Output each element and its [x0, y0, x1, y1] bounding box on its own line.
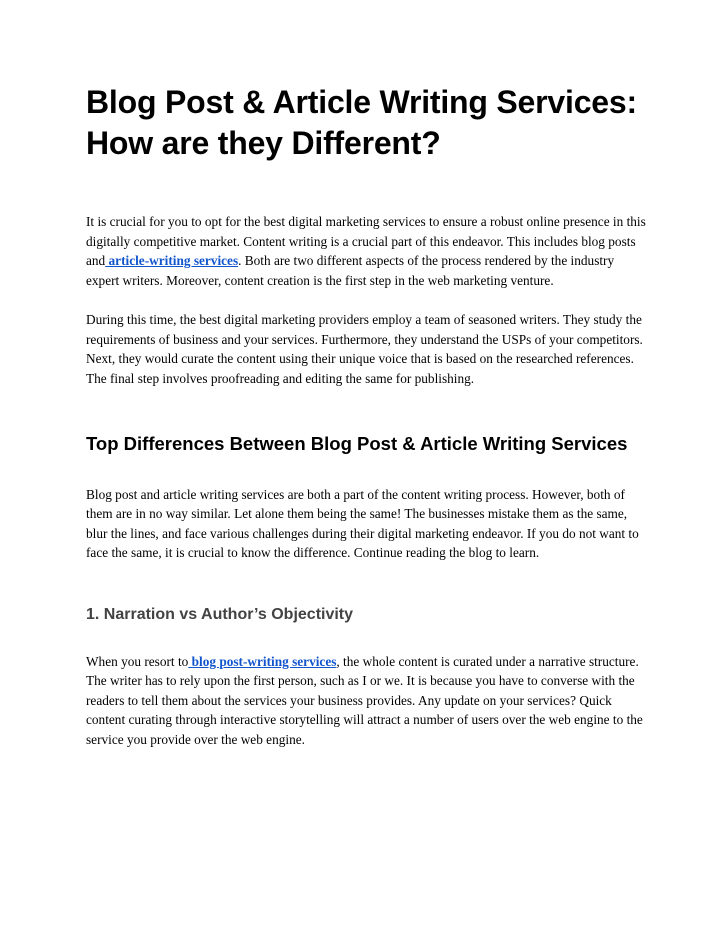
- para4-text-after: , the whole content is curated under a narrative structure. The writer has to rely upon the first person, such as I or we. It is because you have to converse with the readers to tell them about the services your business provides. Any update on your services? Quick content curating through interactive storytelling will attract a number of users over the web engine to the service you provide over the web engine.: [86, 653, 643, 747]
- blog-post-writing-services-link[interactable]: blog post-writing services: [188, 653, 337, 669]
- body-paragraph-2: During this time, the best digital marketing providers employ a team of seasoned writers. They study the requirements of business and your services. Furthermore, they understand the USPs of your competitors. Next, they would curate the content using their unique voice that is based on the researched references. The final step involves proofreading and editing the same for publishing.: [86, 312, 643, 386]
- document-page: [86, 82, 646, 749]
- page-title: Blog Post & Article Writing Services: How are they Different?: [86, 84, 637, 161]
- body-paragraph-3: Blog post and article writing services are both a part of the content writing process. However, both of them are in no way similar. Let alone them being the same! The businesses mistake them as the same, blur the lines, and face various challenges during their digital marketing endeavor. If you do not want to face the same, it is crucial to know the difference. Continue reading the blog to learn.: [86, 486, 639, 560]
- intro-paragraph: [86, 212, 646, 290]
- section-heading-top-differences: Top Differences Between Blog Post & Article Writing Services: [86, 433, 628, 454]
- para4-text-before: When you resort to: [86, 653, 189, 669]
- intro-text-after: . Both are two different aspects of the process rendered by the industry expert writers. Moreover, content creation is the first step in the web marketing venture.: [86, 253, 615, 288]
- article-writing-services-link[interactable]: article-writing services: [105, 253, 239, 268]
- subsection-heading-narration: 1. Narration vs Author’s Objectivity: [86, 605, 354, 623]
- body-paragraph-4: [86, 652, 646, 750]
- intro-text-before: It is crucial for you to opt for the best digital marketing services to ensure a robust online presence in this digitally competitive market. Content writing is a crucial part of this endeavor. This includes blog posts and: [86, 214, 646, 268]
